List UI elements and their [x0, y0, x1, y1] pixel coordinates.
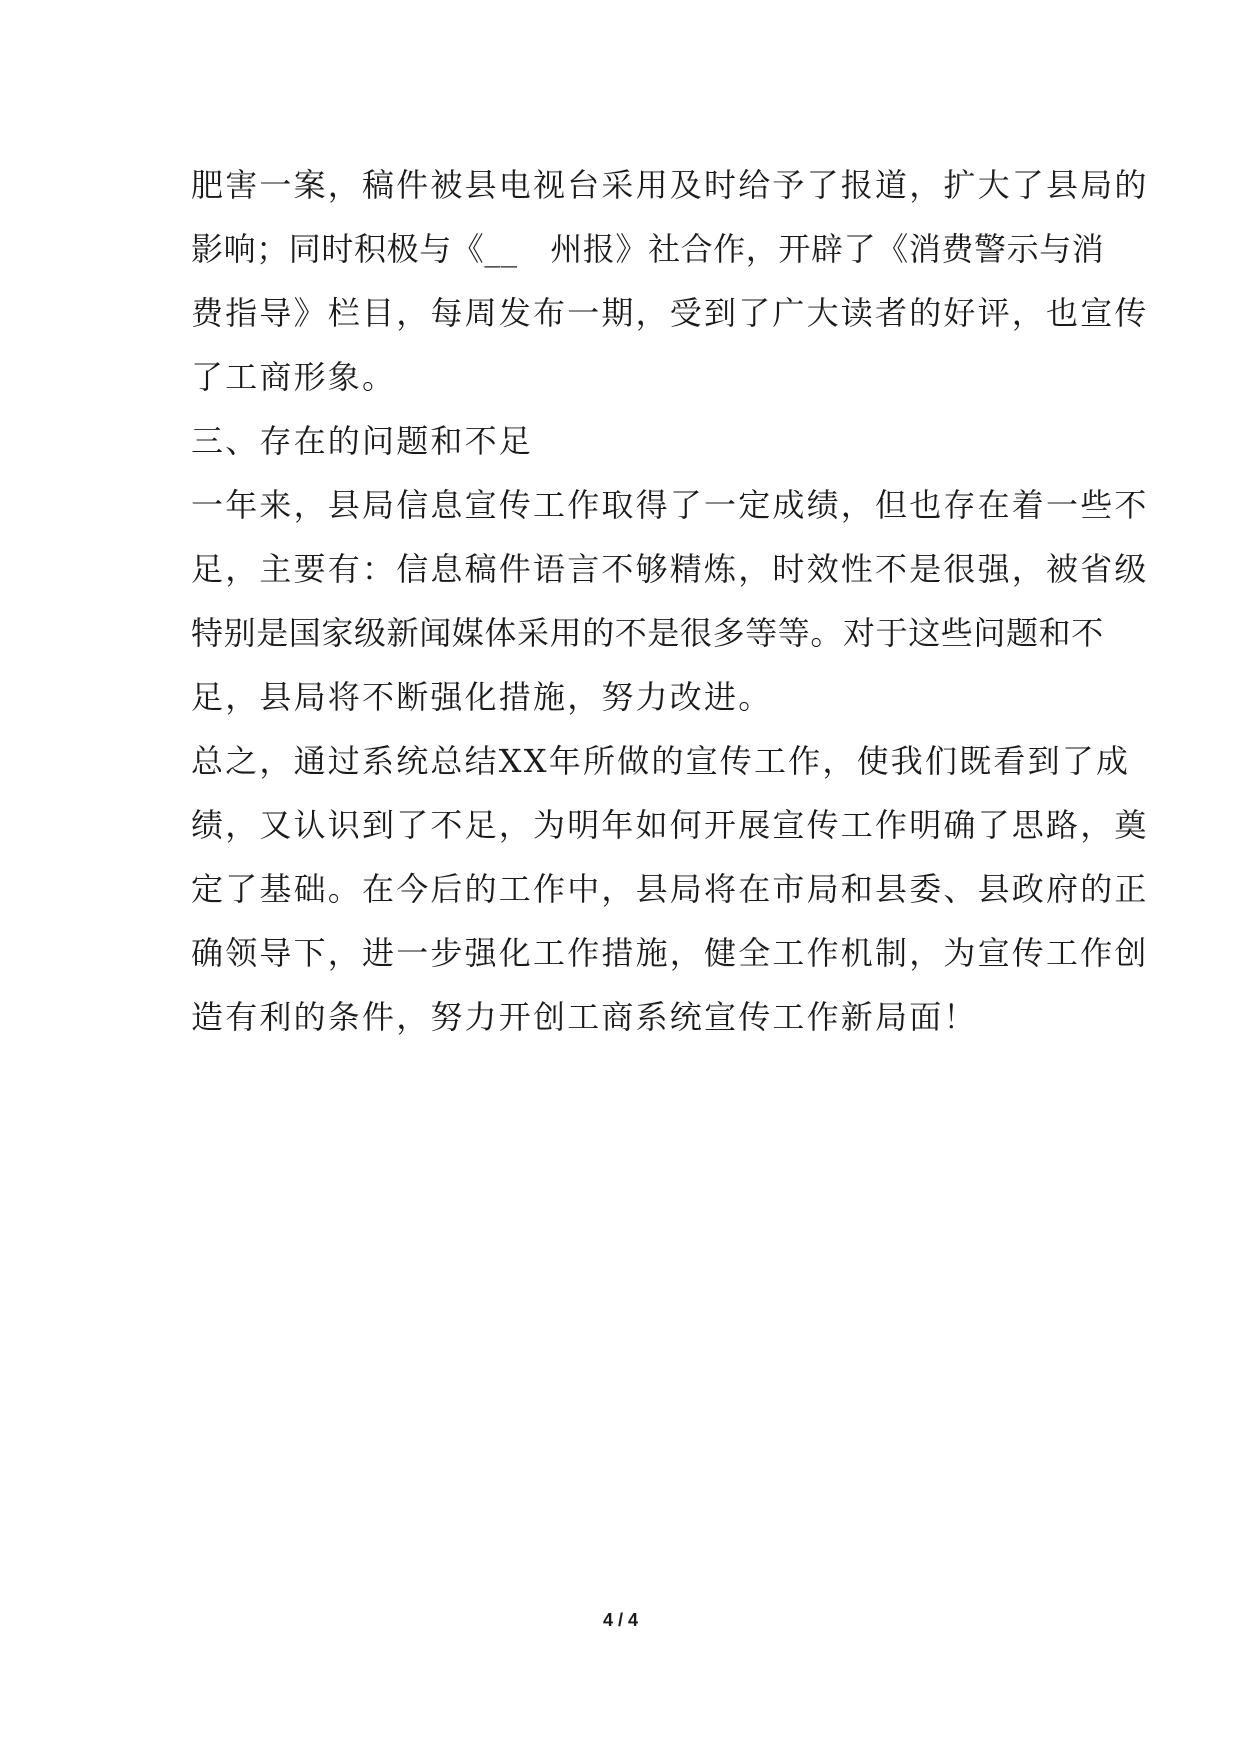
text-line: 费指导》栏目，每周发布一期，受到了广大读者的好评，也宣传: [191, 294, 1149, 332]
text-line: 确领导下，进一步强化工作措施，健全工作机制，为宣传工作创: [191, 934, 1149, 972]
text-line: 肥害一案，稿件被县电视台采用及时给予了报道，扩大了县局的: [191, 166, 1149, 204]
section-heading: 三、存在的问题和不足: [191, 422, 534, 460]
text-line: 特别是国家级新闻媒体采用的不是很多等等。对于这些问题和不: [191, 614, 1104, 652]
text-line: 影响；同时积极与《__ 州报》社合作，开辟了《消费警示与消: [191, 230, 1105, 268]
text-line: 了工商形象。: [191, 358, 397, 396]
text-line: 总之，通过系统总结XX年所做的宣传工作，使我们既看到了成: [191, 742, 1131, 780]
document-body: [191, 153, 1149, 1049]
text-line: 绩，又认识到了不足，为明年如何开展宣传工作明确了思路，奠: [191, 806, 1149, 844]
text-line: 足，主要有：信息稿件语言不够精炼，时效性不是很强，被省级: [191, 550, 1149, 588]
text-line: 定了基础。在今后的工作中，县局将在市局和县委、县政府的正: [191, 870, 1149, 908]
text-line: 造有利的条件，努力开创工商系统宣传工作新局面！: [191, 998, 978, 1036]
text-line: 一年来，县局信息宣传工作取得了一定成绩，但也存在着一些不: [191, 486, 1149, 524]
page-number: 4 / 4: [602, 1610, 639, 1630]
text-line: 足，县局将不断强化措施，努力改进。: [191, 678, 773, 716]
